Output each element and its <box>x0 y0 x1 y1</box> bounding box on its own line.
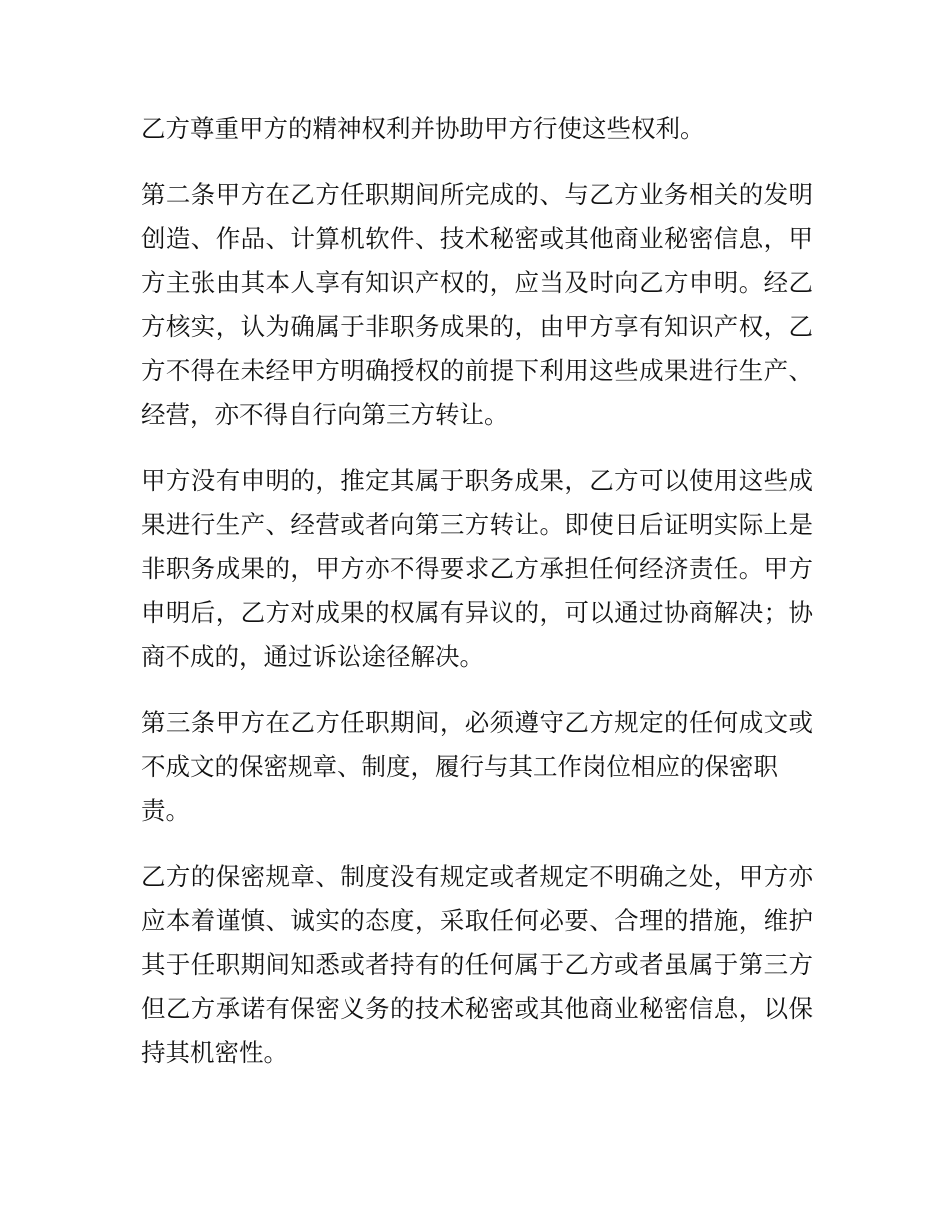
text-line: 方不得在未经甲方明确授权的前提下利用这些成果进行生产、 <box>141 356 813 385</box>
text-line: 申明后，乙方对成果的权属有异议的，可以通过协商解决；协 <box>141 598 813 627</box>
paragraph-3 <box>141 459 813 679</box>
text-line: 乙方的保密规章、制度没有规定或者规定不明确之处，甲方亦 <box>141 862 813 891</box>
text-line: 商不成的，通过诉讼途径解决。 <box>141 642 484 671</box>
paragraph-gap <box>141 833 813 855</box>
text-line: 第二条甲方在乙方任职期间所完成的、与乙方业务相关的发明 <box>141 180 813 209</box>
text-line: 其于任职期间知悉或者持有的任何属于乙方或者虽属于第三方 <box>141 950 813 979</box>
paragraph-gap <box>141 437 813 459</box>
text-line: 甲方没有申明的，推定其属于职务成果，乙方可以使用这些成 <box>141 466 813 495</box>
text-line: 方核实，认为确属于非职务成果的，由甲方享有知识产权，乙 <box>141 312 813 341</box>
text-line: 非职务成果的，甲方亦不得要求乙方承担任何经济责任。甲方 <box>141 554 813 583</box>
text-line: 果进行生产、经营或者向第三方转让。即使日后证明实际上是 <box>141 510 813 539</box>
text-line: 但乙方承诺有保密义务的技术秘密或其他商业秘密信息，以保 <box>141 994 813 1023</box>
text-line: 创造、作品、计算机软件、技术秘密或其他商业秘密信息，甲 <box>141 224 813 253</box>
text-line: 不成文的保密规章、制度，履行与其工作岗位相应的保密职 <box>141 752 778 781</box>
text-line: 应本着谨慎、诚实的态度，采取任何必要、合理的措施，维护 <box>141 906 813 935</box>
text-line: 方主张由其本人享有知识产权的，应当及时向乙方申明。经乙 <box>141 268 813 297</box>
paragraph-1 <box>141 107 813 151</box>
document-body <box>141 107 813 1075</box>
text-line: 责。 <box>141 796 190 825</box>
text-line: 第三条甲方在乙方任职期间，必须遵守乙方规定的任何成文或 <box>141 708 813 737</box>
paragraph-gap <box>141 151 813 173</box>
paragraph-gap <box>141 679 813 701</box>
text-line: 乙方尊重甲方的精神权利并协助甲方行使这些权利。 <box>141 114 705 143</box>
text-line: 经营，亦不得自行向第三方转让。 <box>141 400 509 429</box>
paragraph-2 <box>141 173 813 437</box>
text-line: 持其机密性。 <box>141 1038 288 1067</box>
paragraph-5 <box>141 855 813 1075</box>
paragraph-4 <box>141 701 813 833</box>
